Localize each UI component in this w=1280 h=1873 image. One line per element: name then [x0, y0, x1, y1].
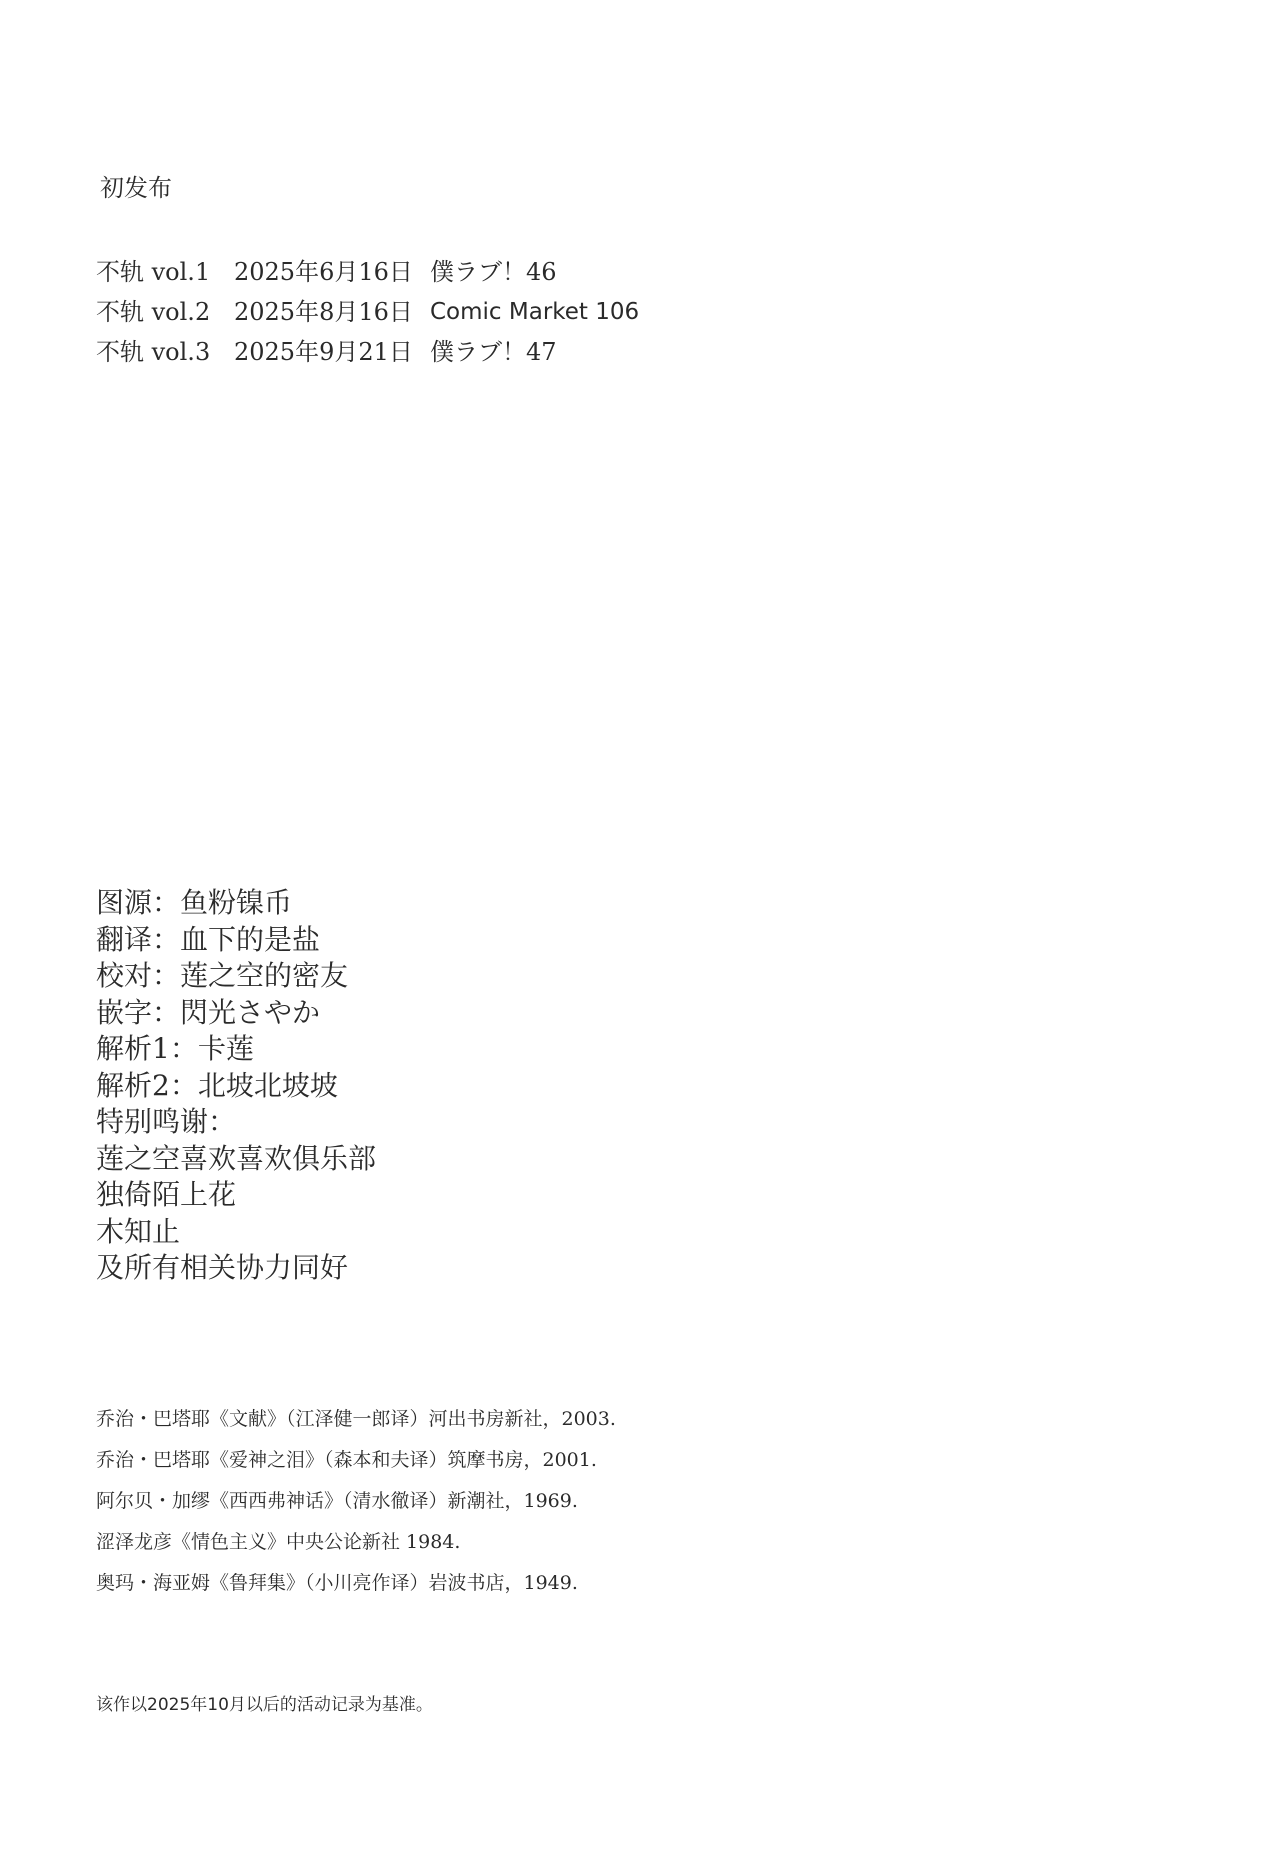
credit-typesetting: 嵌字：閃光さやか [96, 995, 321, 1029]
release-date: 2025年6月16日 [234, 258, 413, 286]
first-publication-heading: 初发布 [100, 174, 172, 202]
bibliography-entry: 乔治・巴塔耶《文献》（江泽健一郎译）河出书房新社，2003. [96, 1408, 616, 1430]
staff-credits [96, 885, 376, 1287]
release-event: 僕ラブ！46 [430, 258, 557, 286]
credit-source: 图源：鱼粉镍币 [96, 886, 293, 919]
release-event: 僕ラブ！47 [430, 338, 557, 366]
release-volume: 不轨 vol.1 [96, 258, 211, 286]
special-thanks-item: 莲之空喜欢喜欢俱乐部 [96, 1141, 377, 1175]
bibliography-entry: 乔治・巴塔耶《爱神之泪》（森本和夫译）筑摩书房，2001. [96, 1449, 597, 1471]
release-date: 2025年8月16日 [234, 298, 413, 326]
credit-translation: 翻译：血下的是盐 [96, 922, 321, 956]
bibliography [96, 1399, 616, 1604]
footnote: 该作以2025年10月以后的活动记录为基准。 [96, 1695, 433, 1715]
credit-analysis-1: 解析1：卡莲 [96, 1032, 254, 1065]
release-event: Comic Market 106 [430, 299, 640, 325]
bibliography-entry: 阿尔贝・加缪《西西弗神话》（清水徹译）新潮社，1969. [96, 1490, 578, 1512]
credit-proofreading: 校对：莲之空的密友 [96, 959, 349, 992]
release-date: 2025年9月21日 [234, 338, 413, 366]
credit-analysis-2: 解析2：北坡北坡坡 [96, 1068, 338, 1102]
special-thanks-item: 独倚陌上花 [96, 1178, 237, 1211]
release-volume: 不轨 vol.3 [96, 338, 211, 366]
release-volume: 不轨 vol.2 [96, 298, 211, 326]
bibliography-entry: 奥玛・海亚姆《鲁拜集》（小川亮作译）岩波书店，1949. [96, 1572, 578, 1594]
special-thanks-item: 及所有相关协力同好 [96, 1251, 349, 1284]
special-thanks-item: 木知止 [96, 1214, 181, 1248]
special-thanks-heading: 特别鸣谢： [96, 1105, 237, 1138]
bibliography-entry: 涩泽龙彦《情色主义》中央公论新社 1984. [96, 1531, 461, 1553]
